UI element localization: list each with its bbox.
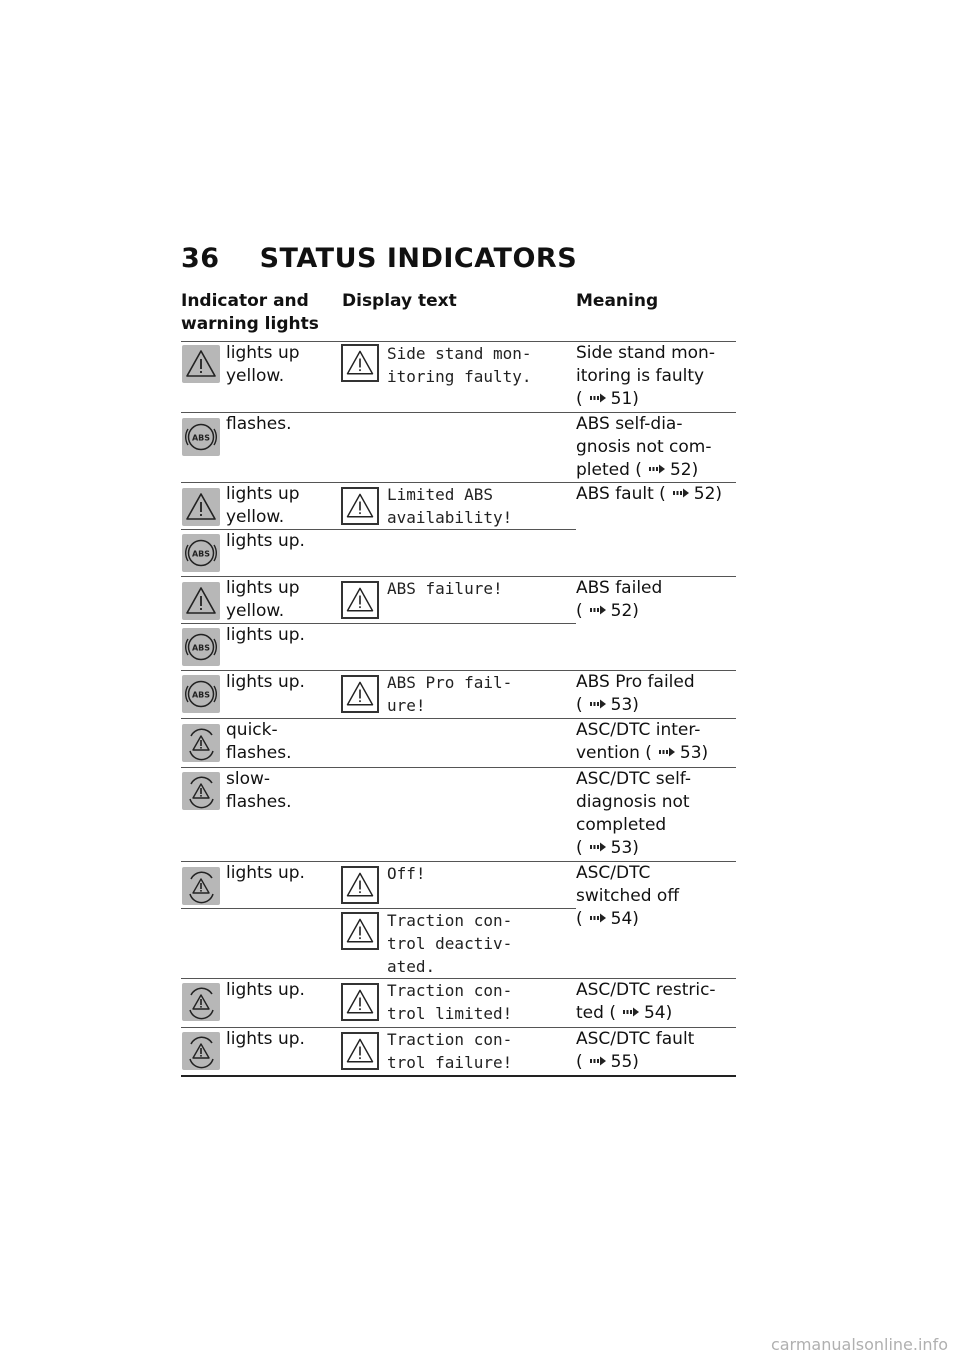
indicator-text: lights up. xyxy=(226,980,305,1000)
page-title: STATUS INDICATORS xyxy=(259,243,578,274)
display-text: Side stand mon- itoring faulty. xyxy=(387,344,532,386)
meaning-text: ASC/DTC switched off ( 54) xyxy=(576,863,680,929)
indicator-text: lights up. xyxy=(226,863,305,883)
abs-icon xyxy=(182,534,220,572)
page-reference-arrow-icon xyxy=(587,604,609,616)
indicator-text: flashes. xyxy=(226,414,292,434)
page-reference-arrow-icon xyxy=(587,1055,609,1067)
meaning-text: ASC/DTC inter- vention ( 53) xyxy=(576,720,709,763)
abs-icon xyxy=(182,628,220,666)
page-reference-arrow-icon xyxy=(620,1006,642,1018)
warning-triangle-icon xyxy=(341,1032,379,1070)
page-reference-arrow-icon xyxy=(646,463,668,475)
display-text: ABS Pro fail- ure! xyxy=(387,673,513,715)
warning-triangle-icon xyxy=(341,912,379,950)
meaning-text: Side stand mon- itoring is faulty ( 51) xyxy=(576,343,715,409)
page-reference-arrow-icon xyxy=(587,841,609,853)
meaning-text: ASC/DTC restric- ted ( 54) xyxy=(576,980,716,1023)
meaning-text: ASC/DTC self- diagnosis not completed ( 53) xyxy=(576,769,691,858)
column-header-display: Display text xyxy=(342,291,457,311)
column-header-meaning: Meaning xyxy=(576,291,659,311)
table-rule xyxy=(181,908,576,909)
display-text: Traction con- trol deactiv- ated. xyxy=(387,911,513,976)
general-warning-icon xyxy=(182,582,220,620)
indicator-text: lights up yellow. xyxy=(226,343,300,386)
warning-triangle-icon xyxy=(341,581,379,619)
warning-triangle-icon xyxy=(341,675,379,713)
page-reference-arrow-icon xyxy=(587,392,609,404)
display-text: Traction con- trol failure! xyxy=(387,1030,513,1072)
traction-control-icon xyxy=(182,867,220,905)
page-reference-arrow-icon xyxy=(587,698,609,710)
indicator-text: lights up yellow. xyxy=(226,484,300,527)
traction-control-icon xyxy=(182,724,220,762)
traction-control-icon xyxy=(182,983,220,1021)
table-bottom-rule xyxy=(181,1075,736,1077)
display-text: Limited ABS availability! xyxy=(387,485,513,527)
indicator-text: lights up. xyxy=(226,1029,305,1049)
meaning-text: ABS Pro failed ( 53) xyxy=(576,672,695,715)
page-reference-arrow-icon xyxy=(587,912,609,924)
page-reference-arrow-icon xyxy=(670,487,692,499)
warning-triangle-icon xyxy=(341,344,379,382)
abs-icon xyxy=(182,418,220,456)
general-warning-icon xyxy=(182,488,220,526)
page-number: 36 xyxy=(181,243,220,274)
meaning-text: ASC/DTC fault ( 55) xyxy=(576,1029,695,1072)
abs-icon xyxy=(182,675,220,713)
indicator-text: lights up. xyxy=(226,625,305,645)
traction-control-icon xyxy=(182,1032,220,1070)
warning-triangle-icon xyxy=(341,866,379,904)
indicator-text: lights up. xyxy=(226,672,305,692)
page-reference-arrow-icon xyxy=(656,746,678,758)
display-text: Traction con- trol limited! xyxy=(387,981,513,1023)
meaning-text: ABS failed ( 52) xyxy=(576,578,663,621)
column-header-indicator: Indicator and warning lights xyxy=(181,291,319,334)
display-text: Off! xyxy=(387,864,426,883)
watermark-footer[interactable]: carmanualsonline.info xyxy=(770,1335,948,1354)
warning-triangle-icon xyxy=(341,983,379,1021)
warning-triangle-icon xyxy=(341,487,379,525)
traction-control-icon xyxy=(182,772,220,810)
indicator-text: quick- flashes. xyxy=(226,720,292,763)
indicator-text: lights up. xyxy=(226,531,305,551)
meaning-text: ABS fault ( 52) xyxy=(576,484,723,504)
page-header xyxy=(181,243,577,274)
indicator-text: lights up yellow. xyxy=(226,578,300,621)
meaning-text: ABS self-dia- gnosis not com- pleted ( 52) xyxy=(576,414,712,480)
indicator-text: slow- flashes. xyxy=(226,769,292,812)
display-text: ABS failure! xyxy=(387,579,503,598)
general-warning-icon xyxy=(182,345,220,383)
